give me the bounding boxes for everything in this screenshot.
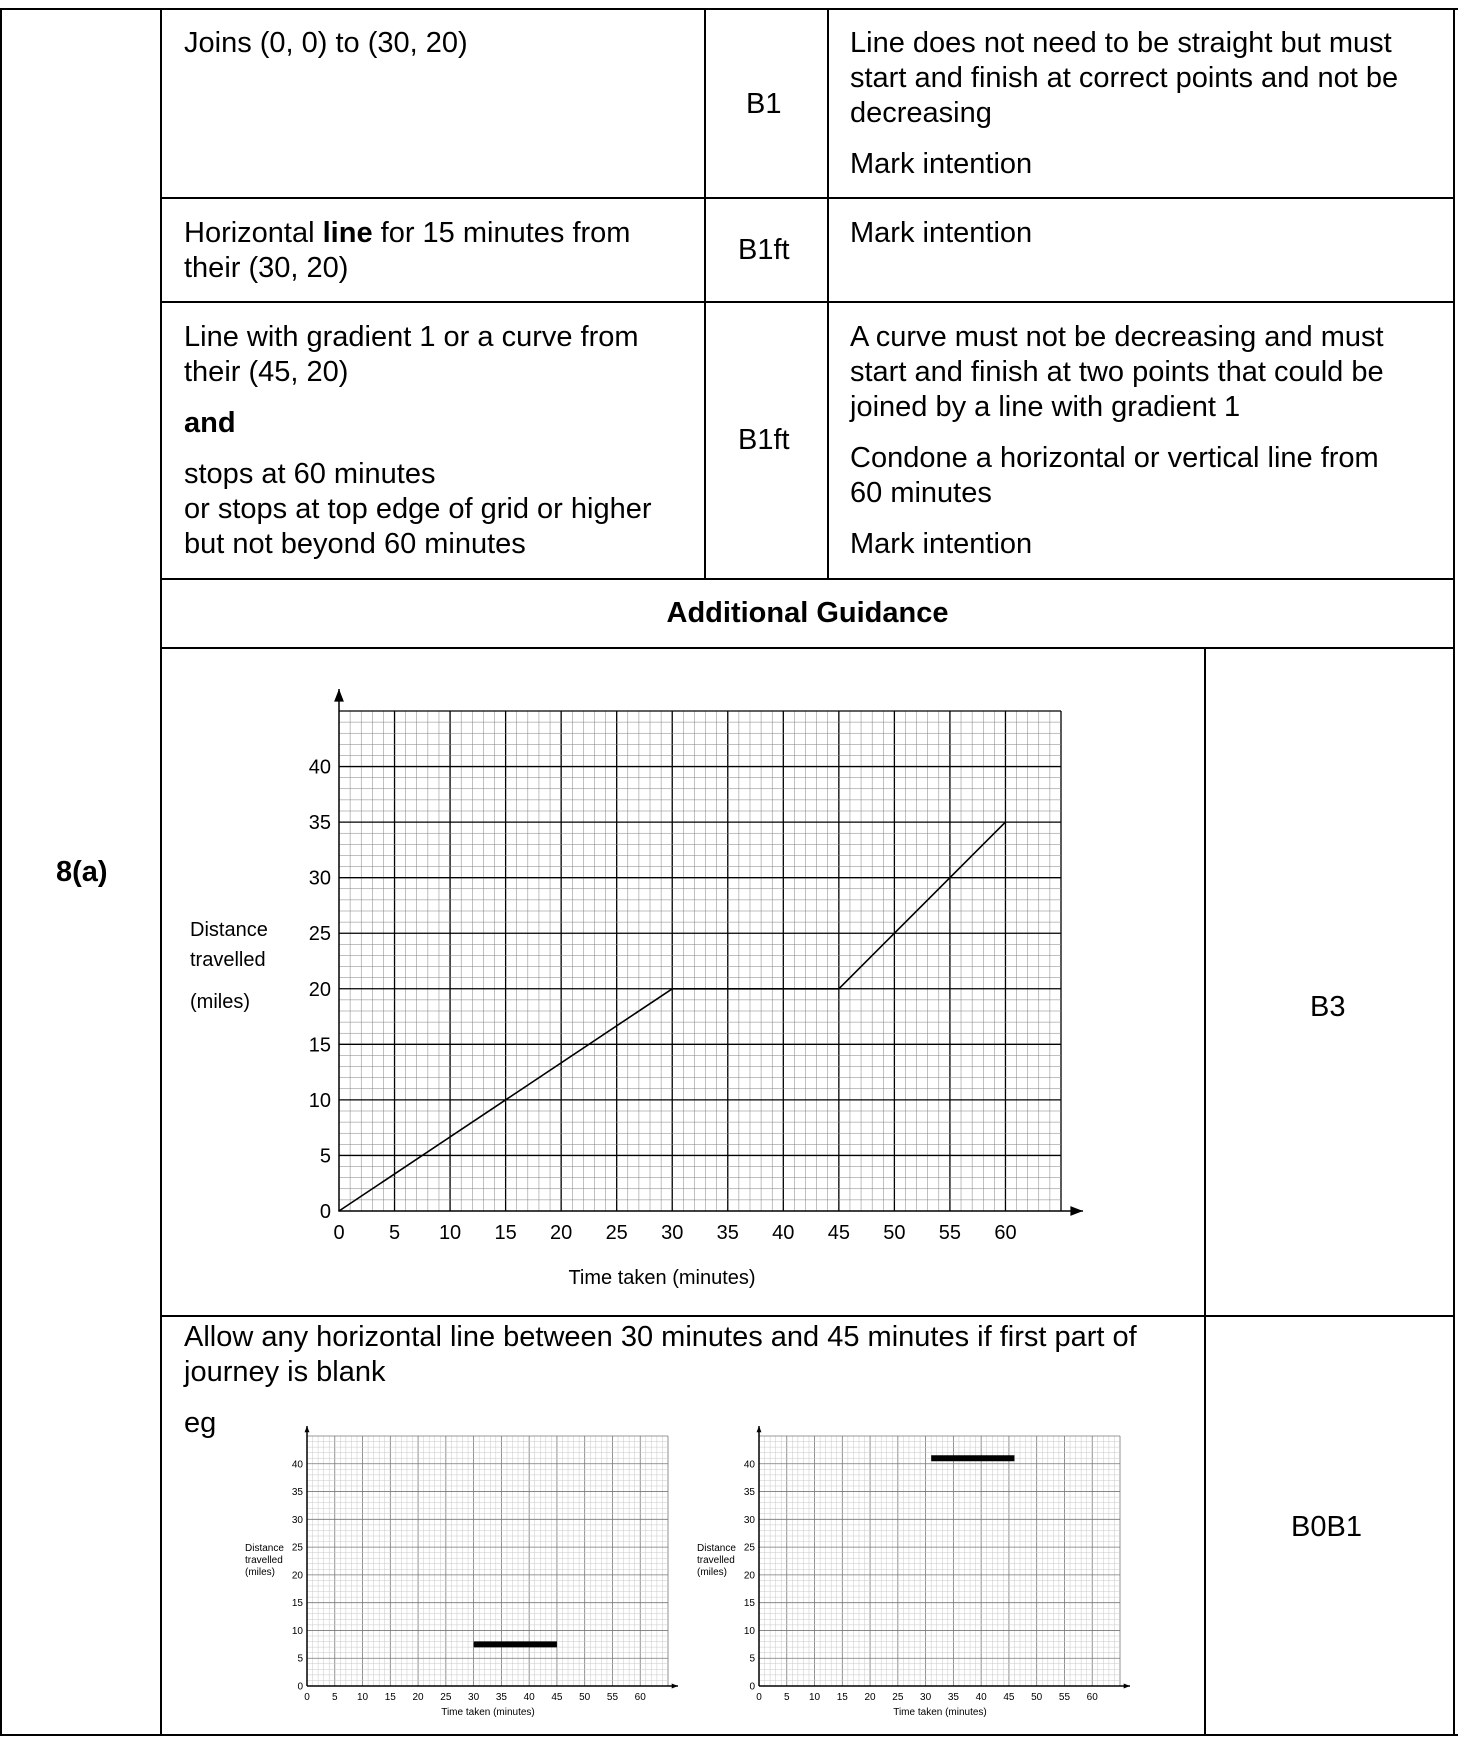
example2-left-x-axis-label: Time taken (minutes) <box>441 1707 535 1718</box>
example1-y-axis-label: travelled <box>190 949 266 971</box>
example1-x-tick-label: 5 <box>388 1222 401 1244</box>
example2-left-y-axis-label: travelled <box>245 1555 283 1566</box>
row3-answer-line1: Line with gradient 1 or a curve from <box>184 321 639 353</box>
example2-right-x-tick-label: 25 <box>892 1692 904 1703</box>
example2-right-x-tick-label: 0 <box>756 1692 762 1703</box>
example1-x-tick-label: 45 <box>827 1222 850 1244</box>
row3-answer-and: and <box>184 407 236 439</box>
example1-y-tick-label: 15 <box>308 1034 331 1057</box>
example2-right-y-axis-label: Distance <box>697 1543 736 1554</box>
example1-y-axis-label: (miles) <box>190 991 250 1013</box>
example2-left-x-tick-label: 30 <box>468 1692 480 1703</box>
example1-x-tick-label: 10 <box>438 1222 462 1244</box>
example1-x-tick-label: 55 <box>938 1222 962 1244</box>
example1-y-tick-label: 30 <box>308 867 331 890</box>
example2-right-x-tick-label: 45 <box>1003 1692 1015 1703</box>
example2-left-y-axis-arrow-icon <box>305 1426 310 1432</box>
example2-left-y-tick-label: 5 <box>297 1653 303 1665</box>
row2-mark: B1ft <box>738 234 790 266</box>
example1-y-tick-label: 35 <box>308 812 331 835</box>
example1-y-axis-label: Distance <box>190 919 268 941</box>
example2-right-x-tick-label: 20 <box>864 1692 876 1703</box>
row1-mark: B1 <box>746 88 782 120</box>
example2-left-x-tick-label: 0 <box>304 1692 310 1703</box>
example2-right-x-tick-label: 30 <box>920 1692 932 1703</box>
question-number: 8(a) <box>56 856 108 888</box>
example2-left-y-tick-label: 20 <box>291 1570 303 1582</box>
row3-comment-line3: joined by a line with gradient 1 <box>850 391 1241 423</box>
example1-y-tick-label: 25 <box>308 923 331 946</box>
example2-left-y-tick-label: 0 <box>297 1681 303 1693</box>
row2-comment: Mark intention <box>850 217 1033 249</box>
example2-right-y-tick-label: 15 <box>743 1598 755 1610</box>
example2-left-x-axis-arrow-icon <box>672 1684 678 1689</box>
example2-right-y-tick-label: 0 <box>749 1681 755 1693</box>
example1-y-tick-label: 5 <box>319 1145 331 1168</box>
example1-mark: B3 <box>1310 991 1346 1023</box>
example1-x-tick-label: 0 <box>333 1222 345 1244</box>
example1-x-tick-label: 35 <box>716 1222 739 1244</box>
example2-chart-left-group <box>245 1426 678 1718</box>
row3-comment-line2: start and finish at two points that could be <box>850 356 1384 388</box>
row2-answer-line1 <box>184 216 630 251</box>
row2-answer-post: for 15 minutes from <box>372 217 631 249</box>
example2-right-y-axis-arrow-icon <box>757 1426 762 1432</box>
example1-chart-group <box>190 689 1083 1289</box>
example2-right-y-tick-label: 35 <box>743 1487 755 1499</box>
row3-comment-line4: Condone a horizontal or vertical line from <box>850 442 1379 474</box>
row3-comment-line1: A curve must not be decreasing and must <box>850 321 1384 353</box>
row3-answer-line4: stops at 60 minutes <box>184 458 436 490</box>
example2-right-x-axis-arrow-icon <box>1124 1684 1130 1689</box>
example1-x-tick-label: 50 <box>883 1222 906 1244</box>
example2-left-x-tick-label: 45 <box>551 1692 563 1703</box>
example2-left-y-tick-label: 10 <box>291 1625 303 1637</box>
row1-comment-line2: start and finish at correct points and not be <box>850 62 1399 94</box>
example2-left-y-axis-label: (miles) <box>245 1567 275 1578</box>
example2-left-x-tick-label: 35 <box>495 1692 507 1703</box>
example1-y-tick-label: 10 <box>308 1089 331 1112</box>
example1-series-line <box>339 822 1005 1211</box>
example2-right-y-tick-label: 30 <box>743 1514 755 1526</box>
example2-mark: B0B1 <box>1291 1511 1362 1543</box>
example1-y-axis-arrow-icon <box>334 689 344 702</box>
example2-left-x-tick-label: 20 <box>412 1692 424 1703</box>
example2-left-x-tick-label: 25 <box>440 1692 452 1703</box>
example2-right-y-axis-label: travelled <box>697 1555 735 1566</box>
example2-text-line2: journey is blank <box>184 1356 386 1388</box>
row3-mark: B1ft <box>738 424 790 456</box>
example2-left-x-tick-label: 55 <box>606 1692 619 1703</box>
example2-left-y-tick-label: 40 <box>291 1459 303 1471</box>
example1-x-axis-arrow-icon <box>1070 1206 1083 1216</box>
example2-right-y-tick-label: 25 <box>743 1542 755 1554</box>
example2-right-x-tick-label: 55 <box>1058 1692 1071 1703</box>
row1-comment-line4: Mark intention <box>850 148 1033 180</box>
example2-eg: eg <box>184 1407 217 1439</box>
row2-answer-bold: line <box>322 217 373 249</box>
example1-y-tick-label: 20 <box>308 978 331 1001</box>
example2-right-x-axis-label: Time taken (minutes) <box>893 1707 987 1718</box>
example1-x-tick-label: 25 <box>605 1222 628 1244</box>
example1-y-tick-label: 0 <box>319 1201 331 1223</box>
example2-left-x-tick-label: 10 <box>356 1692 369 1703</box>
guidance-header: Additional Guidance <box>666 597 949 629</box>
row1-comment-line1: Line does not need to be straight but must <box>850 27 1392 59</box>
example2-right-x-tick-label: 10 <box>808 1692 821 1703</box>
example2-right-y-tick-label: 40 <box>743 1459 755 1471</box>
example2-left-x-tick-label: 40 <box>523 1692 535 1703</box>
example2-left-x-tick-label: 50 <box>579 1692 591 1703</box>
example2-right-x-tick-label: 50 <box>1031 1692 1043 1703</box>
row3-answer-line6: but not beyond 60 minutes <box>184 528 526 560</box>
example1-x-tick-label: 15 <box>494 1222 517 1244</box>
row3-answer-line5: or stops at top edge of grid or higher <box>184 493 652 525</box>
row3-answer-line2: their (45, 20) <box>184 356 349 388</box>
example2-left-y-axis-label: Distance <box>245 1543 284 1554</box>
row1-comment-line3: decreasing <box>850 97 992 129</box>
example2-left-x-tick-label: 60 <box>634 1692 646 1703</box>
example2-left-y-tick-label: 25 <box>291 1542 303 1554</box>
example2-right-x-tick-label: 15 <box>836 1692 848 1703</box>
example2-right-y-tick-label: 20 <box>743 1570 755 1582</box>
example2-left-y-tick-label: 35 <box>291 1487 303 1499</box>
example2-left-y-tick-label: 15 <box>291 1598 303 1610</box>
row1-answer: Joins (0, 0) to (30, 20) <box>184 27 468 59</box>
example1-x-tick-label: 60 <box>994 1222 1017 1244</box>
example1-x-tick-label: 20 <box>550 1222 573 1244</box>
example2-text-line1: Allow any horizontal line between 30 minutes and 45 minutes if first part of <box>184 1321 1137 1353</box>
example2-left-y-tick-label: 30 <box>291 1514 303 1526</box>
example2-chart-right-group <box>697 1426 1130 1718</box>
example1-y-tick-label: 40 <box>308 756 331 779</box>
example2-right-y-tick-label: 10 <box>743 1625 755 1637</box>
example2-right-y-tick-label: 5 <box>749 1653 755 1665</box>
example2-right-x-tick-label: 40 <box>975 1692 987 1703</box>
example2-left-x-tick-label: 5 <box>331 1692 338 1703</box>
example2-right-x-tick-label: 5 <box>783 1692 790 1703</box>
example2-right-x-tick-label: 35 <box>947 1692 959 1703</box>
example2-left-x-tick-label: 15 <box>384 1692 396 1703</box>
row3-comment-line6: Mark intention <box>850 528 1033 560</box>
example2-right-x-tick-label: 60 <box>1086 1692 1098 1703</box>
row3-comment-line5: 60 minutes <box>850 477 992 509</box>
example1-x-tick-label: 30 <box>661 1222 684 1244</box>
example2-right-y-axis-label: (miles) <box>697 1567 727 1578</box>
example1-x-axis-label: Time taken (minutes) <box>568 1267 756 1289</box>
row2-answer-line2: their (30, 20) <box>184 252 349 284</box>
example1-x-tick-label: 40 <box>772 1222 795 1244</box>
row2-answer-pre: Horizontal <box>184 217 323 249</box>
